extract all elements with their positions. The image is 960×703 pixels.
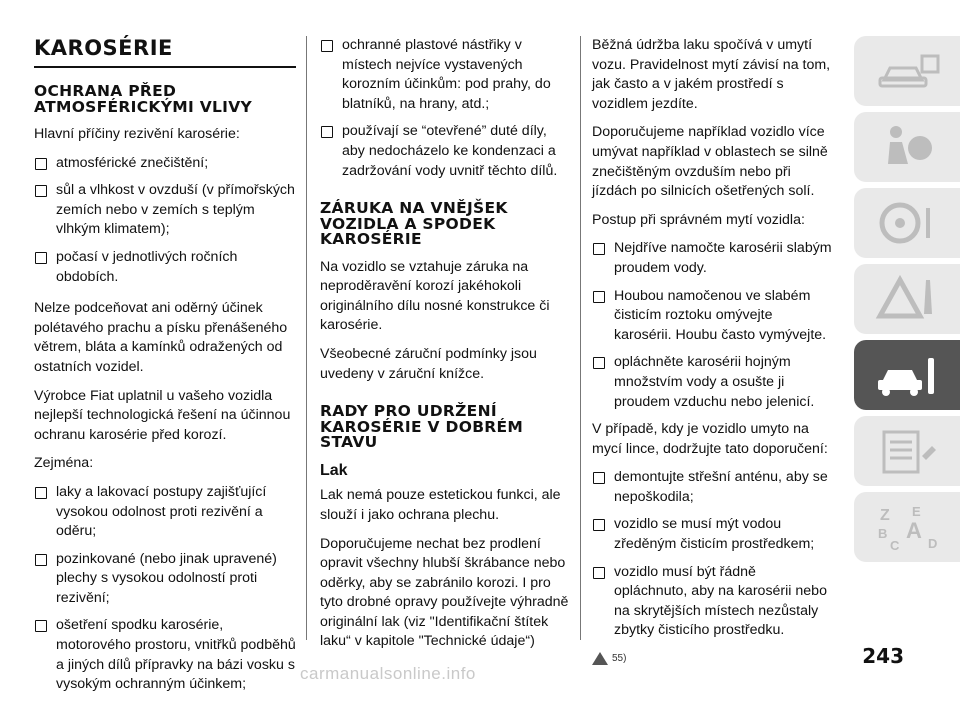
tab-starting-driving[interactable] <box>854 188 960 258</box>
car-wrench-icon <box>872 350 942 400</box>
column-divider <box>580 36 581 640</box>
list-item: ošetření spodku karosérie, motorového prostoru, vnitřků podběhů a jiných dílů přípravky na bázi vosku s vysokým ochranným účinkem; <box>34 616 296 694</box>
paragraph: V případě, kdy je vozidlo umyto na mycí lince, dodržujte tato doporučení: <box>592 421 828 457</box>
subheading-paint: Lak <box>320 461 348 479</box>
column-3 <box>592 36 832 669</box>
tab-index[interactable] <box>854 492 960 562</box>
tab-safety[interactable] <box>854 112 960 182</box>
list-item: pozinkované (nebo jinak upravené) plechy s vysokou odolností proti rezivění; <box>34 550 296 609</box>
note-reference: 55) <box>612 653 627 665</box>
tab-emergency[interactable] <box>854 264 960 334</box>
column-1 <box>34 36 296 703</box>
car-info-icon <box>872 46 942 96</box>
index-letter: Z <box>880 507 890 524</box>
paragraph: Postup při správném mytí vozidla: <box>592 211 805 228</box>
list-item: vozidlo se musí mýt vodou zředěným čisticím prostředkem; <box>592 515 832 554</box>
list-item: používají se “otevřené” duté díly, aby nedocházelo ke kondenzaci a zadržování vody uvnitř těchto dílů. <box>320 122 570 181</box>
alphabet-index-icon <box>872 502 942 552</box>
paragraph: Běžná údržba laku spočívá v umytí vozu. Pravidelnost mytí závisí na tom, jak často a v jakém prostředí s vozidlem jezdíte. <box>592 37 831 112</box>
index-letter: B <box>878 526 888 541</box>
chapter-tabs <box>854 36 960 568</box>
paragraph: Na vozidlo se vztahuje záruka na neproděravění korozí jakéhokoli originálního dílu nosné konstrukce či karosérie. <box>320 258 550 334</box>
paragraph: Lak nemá pouze estetickou funkci, ale slouží i jako ochrana plechu. <box>320 487 561 523</box>
column-2 <box>320 36 570 661</box>
watermark: carmanualsonline.info <box>300 664 476 683</box>
list-item: sůl a vlhkost v ovzduší (v přímořských zemích nebo v zemích s teplým vlhkým klimatem); <box>34 181 296 240</box>
paragraph: Zejména: <box>34 455 94 472</box>
warning-note <box>592 649 832 669</box>
paragraph: Výrobce Fiat uplatnil u vašeho vozidla nejlepší technologická řešení na účinnou ochranu karosérie před korozí. <box>34 387 291 443</box>
list-item: Nejdříve namočte karosérii slabým proudem vody. <box>592 239 832 278</box>
title-rule <box>34 66 296 68</box>
list-item: počasí v jednotlivých ročních obdobích. <box>34 248 296 287</box>
paragraph: Všeobecné záruční podmínky jsou uvedeny v záruční knížce. <box>320 346 537 382</box>
paragraph: Nelze podceňovat ani oděrný účinek polétavého prachu a písku přenášeného větrem, bláta a kamínků odražených od ostatních vozidel. <box>34 300 288 375</box>
list-item: ochranné plastové nástřiky v místech nejvíce vystavených korozním účinkům: pod prahy, do blatníků, na hrany, atd.; <box>320 36 570 114</box>
list-item: opláchněte karosérii hojným množstvím vody a osušte ji proudem vzduchu nebo jelenicí. <box>592 353 832 412</box>
heading-body-care: RADY PRO UDRŽENÍ KAROSÉRIE V DOBRÉM STAVU <box>320 402 524 452</box>
heading-warranty: ZÁRUKA NA VNĚJŠEK VOZIDLA A SPODEK KAROSÉRIE <box>320 199 508 249</box>
paragraph: Hlavní příčiny rezivění karosérie: <box>34 126 240 142</box>
index-letter: D <box>928 536 938 551</box>
airbag-icon <box>872 122 942 172</box>
index-letter: C <box>890 538 900 552</box>
spec-sheet-icon <box>872 426 942 476</box>
tab-dashboard[interactable] <box>854 36 960 106</box>
index-letter: A <box>906 518 922 543</box>
tab-maintenance[interactable] <box>854 340 960 410</box>
list-item: laky a lakovací postupy zajišťující vysokou odolnost proti rezivění a oděru; <box>34 483 296 542</box>
warning-triangle-icon <box>872 274 942 324</box>
warning-triangle-icon <box>592 652 608 665</box>
paragraph: Doporučujeme například vozidlo více umývat například v oblastech se silně znečištěným ovzduším nebo při jízdách po silnicích ošetřených solí. <box>592 124 828 200</box>
column-divider <box>306 36 307 640</box>
list-item: atmosférické znečištění; <box>34 154 296 174</box>
index-letter: E <box>912 504 921 519</box>
list-item: demontujte střešní anténu, aby se nepoškodila; <box>592 468 832 507</box>
heading-atmospheric-protection: OCHRANA PŘED ATMOSFÉRICKÝMI VLIVY <box>34 82 253 116</box>
steering-wheel-icon <box>872 198 942 248</box>
tab-technical-data[interactable] <box>854 416 960 486</box>
section-title: KAROSÉRIE <box>34 36 173 60</box>
list-item: Houbou namočenou ve slabém čisticím roztoku omývejte karosérii. Houbu často vymývejte. <box>592 287 832 346</box>
paragraph: Doporučujeme nechat bez prodlení opravit všechny hlubší škrábance nebo oděrky, aby se zabránilo korozi. I pro tyto drobné opravy používejte výhradně originální lak (viz "Identifikační štítek laku“ v kapitole "Technické údaje“) <box>320 535 569 650</box>
list-item: vozidlo musí být řádně opláchnuto, aby na karosérii nebo na skrytějších místech nezůstaly zbytky čisticího prostředku. <box>592 563 832 641</box>
page-number: 243 <box>862 644 904 668</box>
